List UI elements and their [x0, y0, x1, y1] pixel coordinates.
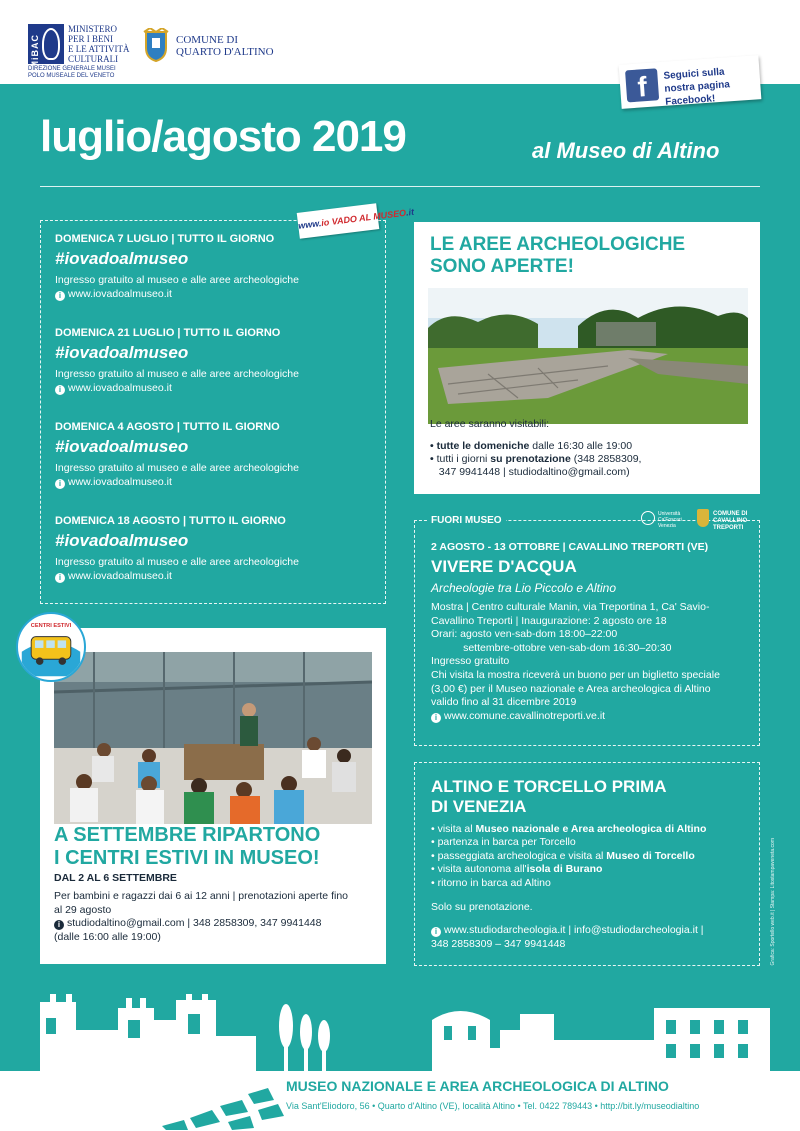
- facebook-text: Seguici sulla nostra pagina Facebook!: [663, 66, 731, 108]
- list-item: • ritorno in barca ad Altino: [431, 877, 757, 890]
- facebook-card[interactable]: [619, 55, 762, 109]
- event-description: Ingresso gratuito al museo e alle aree archeologiche: [55, 274, 299, 286]
- museum-address: Via Sant'Eliodoro, 56 • Quarto d'Altino (VE), località Altino • Tel. 0422 789443 • http://bit.ly/museodialtino: [286, 1101, 700, 1111]
- event-date: DOMENICA 21 LUGLIO | TUTTO IL GIORNO: [55, 327, 281, 339]
- event-link[interactable]: i www.iovadoalmuseo.it: [55, 570, 375, 583]
- list-item: • partenza in barca per Torcello: [431, 836, 757, 849]
- fuori-label: FUORI MUSEO: [427, 515, 506, 526]
- svg-text:CENTRI ESTIVI: CENTRI ESTIVI: [30, 623, 72, 630]
- museum-name: MUSEO NAZIONALE E AREA ARCHEOLOGICA DI ALTINO: [286, 1078, 669, 1094]
- event-link[interactable]: i www.iovadoalmuseo.it: [55, 382, 375, 395]
- fuori-dates: 2 AGOSTO - 13 OTTOBRE | CAVALLINO TREPORTI (VE): [431, 541, 709, 553]
- event-item: [55, 515, 375, 583]
- cavallino-logo: COMUNE DI CAVALLINO TREPORTI: [697, 507, 757, 531]
- page-subtitle: al Museo di Altino: [532, 138, 720, 163]
- event-description: Ingresso gratuito al museo e alle aree archeologiche: [55, 368, 299, 380]
- list-item: • passeggiata archeologica e visita al Museo di Torcello: [431, 850, 757, 863]
- event-date: DOMENICA 18 AGOSTO | TUTTO IL GIORNO: [55, 515, 286, 527]
- comune-logo: [142, 28, 282, 64]
- mibac-logo: [28, 22, 148, 78]
- print-credits: Grafica: Sportello web.it | Stampa: Litostampaveneta.com: [770, 838, 776, 966]
- centri-estivi-panel: [40, 628, 386, 964]
- title-divider: [40, 186, 760, 187]
- event-item: [55, 421, 375, 489]
- fuori-museo-box: [414, 511, 760, 746]
- info-icon: i: [55, 573, 65, 583]
- facebook-icon: f: [625, 68, 659, 102]
- crest-icon: [142, 28, 170, 62]
- comune-text: COMUNE DI QUARTO D'ALTINO: [176, 34, 274, 58]
- fuori-body: Mostra | Centro culturale Manin, via Treportina 1, Ca' Savio- Cavallino Treporti | Inaugurazione: 2 agosto ore 18 Orari: agosto ven-sab-dom 18:00–22:00 settembre-ottobre ven-sab-dom 16:30–20:30 Ingresso gratuito Chi visita la mostra riceverà un buono per un biglietto speciale (3,00 €) per il Museo nazionale e Area archeologica di Altino valido fino al 31 dicembre 2019 i www.comune.cavallinotreporti.ve.it: [431, 601, 757, 723]
- event-link[interactable]: i www.iovadoalmuseo.it: [55, 288, 375, 301]
- list-item: • visita autonoma all'isola di Burano: [431, 863, 757, 876]
- fuori-link[interactable]: i www.comune.cavallinotreporti.ve.it: [431, 710, 757, 724]
- summer-camp-photo: [54, 652, 372, 824]
- aree-title: LE AREE ARCHEOLOGICHE SONO APERTE!: [430, 234, 686, 277]
- archaeological-site-photo: [428, 288, 748, 424]
- university-seal-icon: [641, 511, 655, 525]
- info-icon: i: [55, 291, 65, 301]
- torcello-contact[interactable]: i www.studiodarcheologia.it | info@studiodarcheologia.it | 348 2858309 – 347 9941448: [431, 924, 704, 950]
- fuori-title: VIVERE D'ACQUA: [431, 557, 577, 576]
- paving-stones-illustration: [150, 1066, 290, 1130]
- skyline-illustration: [0, 990, 800, 1072]
- aree-list: [430, 440, 750, 479]
- event-description: Ingresso gratuito al museo e alle aree archeologiche: [55, 462, 299, 474]
- iovadoalmuseo-stamp: www.io VADO AL MUSEO.it: [297, 203, 380, 239]
- event-hashtag: #iovadoalmuseo: [55, 531, 189, 550]
- info-icon: i: [55, 385, 65, 395]
- event-date: DOMENICA 4 AGOSTO | TUTTO IL GIORNO: [55, 421, 280, 433]
- torcello-box: [414, 762, 760, 966]
- info-icon: i: [55, 479, 65, 489]
- event-item: [55, 327, 375, 395]
- estivi-title: A SETTEMBRE RIPARTONO I CENTRI ESTIVI IN MUSEO!: [54, 824, 321, 869]
- event-date: DOMENICA 7 LUGLIO | TUTTO IL GIORNO: [55, 233, 275, 245]
- torcello-list: [431, 823, 757, 890]
- events-box: [40, 220, 386, 604]
- list-item: • visita al Museo nazionale e Area archeologica di Altino: [431, 823, 757, 836]
- list-item: • tutte le domeniche dalle 16:30 alle 19:00: [430, 440, 750, 453]
- estivi-contact[interactable]: i studiodaltino@gmail.com | 348 2858309, 347 9941448: [54, 917, 376, 931]
- school-bus-badge-icon: [16, 612, 86, 682]
- event-hashtag: #iovadoalmuseo: [55, 249, 189, 268]
- event-hashtag: #iovadoalmuseo: [55, 343, 189, 362]
- estivi-body: Per bambini e ragazzi dai 6 ai 12 anni | prenotazioni aperte fino al 29 agosto i studiodaltino@gmail.com | 348 2858309, 347 9941448 (dalle 16:00 alle 19:00): [54, 890, 376, 944]
- torcello-title: ALTINO E TORCELLO PRIMA DI VENEZIA: [431, 777, 667, 816]
- info-icon: i: [431, 927, 441, 937]
- info-icon: i: [431, 713, 441, 723]
- cavallino-crest-icon: [697, 509, 709, 527]
- aree-intro: Le aree saranno visitabili:: [430, 418, 550, 430]
- fuori-subtitle: Archeologie tra Lio Piccolo e Altino: [431, 581, 616, 595]
- event-description: Ingresso gratuito al museo e alle aree archeologiche: [55, 556, 299, 568]
- page-title: luglio/agosto 2019: [40, 112, 406, 161]
- event-link[interactable]: i www.iovadoalmuseo.it: [55, 476, 375, 489]
- mibac-subtext: DIREZIONE GENERALE MUSEI POLO MUSEALE DEL VENETO: [28, 66, 116, 79]
- list-item: • tutti i giorni su prenotazione (348 2858309, 347 9941448 | studiodaltino@gmail.com): [430, 453, 750, 479]
- event-hashtag: #iovadoalmuseo: [55, 437, 189, 456]
- ca-foscari-logo: Università Ca'Foscari Venezia: [641, 509, 689, 529]
- event-item: [55, 233, 375, 301]
- mibac-mark: MiBAC: [28, 24, 64, 64]
- torcello-note: Solo su prenotazione.: [431, 901, 533, 913]
- mibac-text: MINISTERO PER I BENI E LE ATTIVITÀ CULTURALI: [68, 24, 130, 64]
- info-icon: i: [54, 920, 64, 930]
- aree-archeologiche-panel: [414, 222, 760, 494]
- estivi-dates: DAL 2 AL 6 SETTEMBRE: [54, 872, 177, 884]
